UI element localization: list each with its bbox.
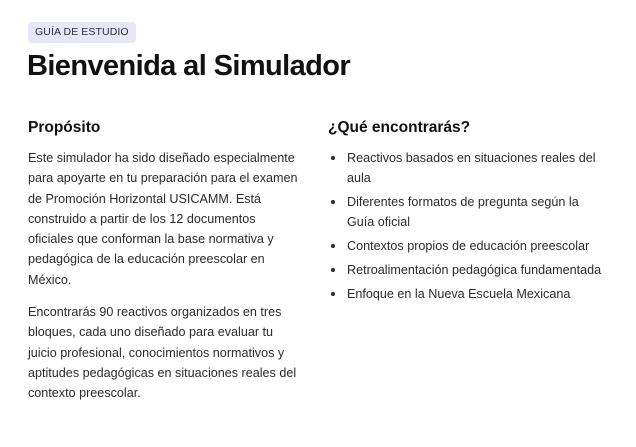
bullet-icon — [331, 156, 335, 160]
features-heading: ¿Qué encontrarás? — [328, 119, 471, 136]
feature-text: Reactivos basados en situaciones reales del aula — [347, 151, 596, 186]
feature-text: Enfoque en la Nueva Escuela Mexicana — [347, 286, 571, 301]
list-item — [328, 148, 608, 189]
features-list — [328, 148, 608, 304]
feature-text: Contextos propios de educación preescolar — [347, 239, 590, 254]
purpose-paragraph-2: Encontrarás 90 reactivos organizados en tres bloques, cada uno diseñado para evaluar tu juicio profesional, conocimientos normativos y aptitudes pedagógicas en situaciones reales del contexto preescolar. — [28, 305, 297, 401]
bullet-icon — [331, 292, 335, 296]
feature-text: Retroalimentación pedagógica fundamentada — [347, 262, 602, 277]
purpose-paragraph-1: Este simulador ha sido diseñado especialmente para apoyarte en tu preparación para el examen de Promoción Horizontal USICAMM. Está construido a partir de los 12 documentos oficiales que conforman la base normativa y pedagógica de la educación preescolar en México. — [28, 151, 298, 287]
feature-text: Diferentes formatos de pregunta según la Guía oficial — [347, 195, 579, 230]
features-section — [328, 118, 608, 308]
page-title: Bienvenida al Simulador — [27, 50, 351, 82]
bullet-icon — [331, 268, 335, 272]
list-item — [328, 260, 608, 280]
bullet-icon — [331, 200, 335, 204]
list-item — [328, 284, 608, 304]
section-badge: GUÍA DE ESTUDIO — [28, 22, 136, 43]
list-item — [328, 192, 608, 233]
purpose-section — [28, 118, 304, 404]
bullet-icon — [331, 244, 335, 248]
list-item — [328, 236, 608, 256]
purpose-heading: Propósito — [28, 119, 101, 136]
